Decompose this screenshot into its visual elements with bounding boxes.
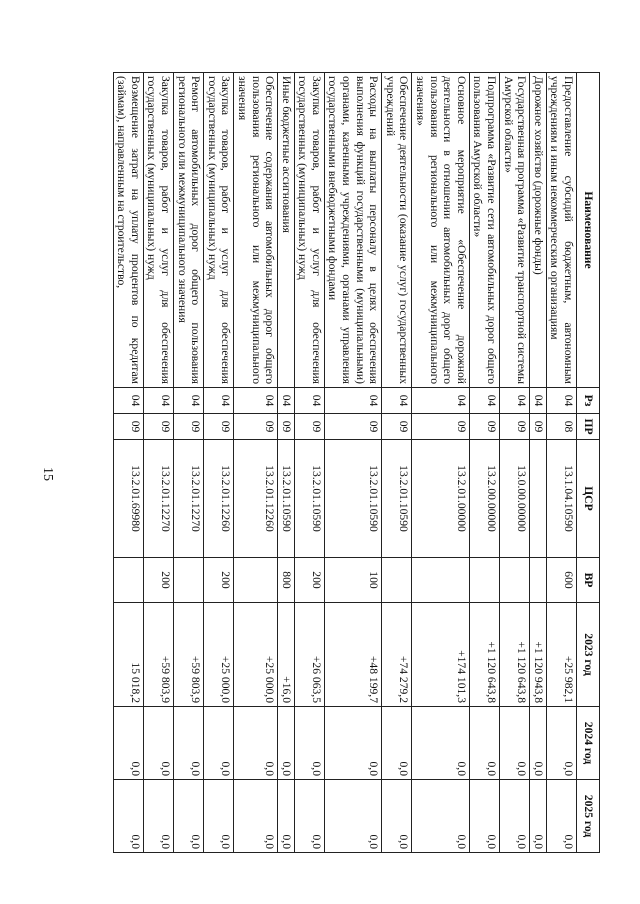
cell-rz: 04 — [143, 388, 173, 414]
cell-csr: 13.2.01.00000 — [412, 440, 469, 558]
cell-pr: 09 — [294, 414, 324, 440]
cell-2024: 0,0 — [530, 707, 547, 780]
cell-rz: 04 — [530, 388, 547, 414]
cell-rz: 04 — [294, 388, 324, 414]
cell-2024: 0,0 — [113, 707, 143, 780]
cell-pr: 09 — [412, 414, 469, 440]
cell-2023: +59 803,9 — [173, 603, 203, 707]
cell-pr: 09 — [204, 414, 234, 440]
cell-name: Государственная программа «Развитие транспортной системы Амурской области» — [500, 73, 530, 388]
rotated-page-content — [108, 72, 600, 852]
cell-2024: 0,0 — [204, 707, 234, 780]
cell-csr: 13.2.01.69980 — [113, 440, 143, 558]
table-row — [278, 73, 295, 853]
budget-table — [113, 72, 600, 853]
cell-name: Расходы на выплаты персоналу в целях обеспечения выполнения функций государственными (муниципальными) органами, казенными учреждениями, органами управления государственными внебюджетными фондами — [324, 73, 381, 388]
cell-2024: 0,0 — [234, 707, 278, 780]
cell-vr: 100 — [324, 558, 381, 603]
cell-pr: 09 — [324, 414, 381, 440]
cell-pr: 08 — [546, 414, 576, 440]
table-row — [204, 73, 234, 853]
cell-vr: 200 — [294, 558, 324, 603]
header-2025: 2025 год — [577, 780, 600, 853]
cell-csr: 13.2.01.10590 — [324, 440, 381, 558]
cell-vr: 600 — [546, 558, 576, 603]
cell-pr: 09 — [500, 414, 530, 440]
cell-2023: +59 803,9 — [143, 603, 173, 707]
cell-name: Возмещение затрат на уплату процентов по кредитам (займам), направленным на строительство, — [113, 73, 143, 388]
cell-2025: 0,0 — [204, 780, 234, 853]
cell-rz: 04 — [324, 388, 381, 414]
cell-name: Основное мероприятие «Обеспечение дорожной деятельности в отношении автомобильных дорог общего пользования регионального или межмуниципального значения» — [412, 73, 469, 388]
cell-2023: +74 279,2 — [382, 603, 412, 707]
table-row — [382, 73, 412, 853]
cell-2023: +48 199,7 — [324, 603, 381, 707]
cell-csr: 13.2.01.12270 — [143, 440, 173, 558]
cell-rz: 04 — [204, 388, 234, 414]
cell-pr: 09 — [530, 414, 547, 440]
cell-2025: 0,0 — [382, 780, 412, 853]
cell-csr: 13.2.01.12260 — [204, 440, 234, 558]
table-row — [113, 73, 143, 853]
table-row — [173, 73, 203, 853]
cell-2025: 0,0 — [500, 780, 530, 853]
cell-rz: 04 — [469, 388, 499, 414]
cell-name: Иные бюджетные ассигнования — [278, 73, 295, 388]
cell-2024: 0,0 — [469, 707, 499, 780]
cell-2025: 0,0 — [173, 780, 203, 853]
cell-csr: 13.2.01.10590 — [382, 440, 412, 558]
cell-2023: +1 120 643,8 — [500, 603, 530, 707]
cell-pr: 09 — [382, 414, 412, 440]
cell-vr — [500, 558, 530, 603]
table-row — [143, 73, 173, 853]
header-2024: 2024 год — [577, 707, 600, 780]
cell-name: Закупка товаров, работ и услуг для обеспечения государственных (муниципальных) нужд — [294, 73, 324, 388]
cell-2024: 0,0 — [278, 707, 295, 780]
cell-2025: 0,0 — [530, 780, 547, 853]
cell-name: Закупка товаров, работ и услуг для обеспечения государственных (муниципальных) нужд — [143, 73, 173, 388]
cell-2023: 15 018,2 — [113, 603, 143, 707]
cell-2025: 0,0 — [278, 780, 295, 853]
table-row — [546, 73, 576, 853]
cell-rz: 04 — [546, 388, 576, 414]
cell-pr: 09 — [173, 414, 203, 440]
cell-vr: 200 — [143, 558, 173, 603]
cell-2023: +1 120 943,8 — [530, 603, 547, 707]
cell-2023: +1 120 643,8 — [469, 603, 499, 707]
cell-2024: 0,0 — [382, 707, 412, 780]
cell-2025: 0,0 — [469, 780, 499, 853]
cell-vr — [234, 558, 278, 603]
cell-2025: 0,0 — [234, 780, 278, 853]
table-header-row — [577, 73, 600, 853]
cell-name: Предоставление субсидий бюджетным, автономным учреждениям и иным некоммерческим организациям — [546, 73, 576, 388]
cell-name: Ремонт автомобильных дорог общего пользования регионального или межмуниципального значения — [173, 73, 203, 388]
header-2023: 2023 год — [577, 603, 600, 707]
table-row — [500, 73, 530, 853]
cell-vr — [173, 558, 203, 603]
cell-vr — [530, 558, 547, 603]
cell-csr: 13.2.01.12260 — [234, 440, 278, 558]
table-row — [412, 73, 469, 853]
cell-csr: 13.1.04.10590 — [546, 440, 576, 558]
table-row — [324, 73, 381, 853]
cell-csr: 13.0.00.00000 — [500, 440, 530, 558]
header-vr: ВР — [577, 558, 600, 603]
cell-rz: 04 — [382, 388, 412, 414]
cell-vr — [469, 558, 499, 603]
cell-vr — [412, 558, 469, 603]
cell-pr: 09 — [278, 414, 295, 440]
cell-rz: 04 — [412, 388, 469, 414]
cell-csr: 13.2.01.10590 — [294, 440, 324, 558]
cell-pr: 09 — [113, 414, 143, 440]
cell-name: Обеспечение деятельности (оказание услуг) государственных учреждений — [382, 73, 412, 388]
cell-2024: 0,0 — [143, 707, 173, 780]
cell-2024: 0,0 — [546, 707, 576, 780]
cell-2024: 0,0 — [500, 707, 530, 780]
page-number: 15 — [40, 467, 55, 481]
cell-2025: 0,0 — [143, 780, 173, 853]
header-name: Наименование — [577, 73, 600, 388]
table-row — [234, 73, 278, 853]
table-row — [469, 73, 499, 853]
cell-vr: 200 — [204, 558, 234, 603]
header-csr: ЦСР — [577, 440, 600, 558]
cell-pr: 09 — [234, 414, 278, 440]
cell-2025: 0,0 — [546, 780, 576, 853]
header-pr: ПР — [577, 414, 600, 440]
cell-rz: 04 — [173, 388, 203, 414]
cell-2023: +25 982,1 — [546, 603, 576, 707]
cell-csr: 13.2.01.12270 — [173, 440, 203, 558]
cell-name: Обеспечение содержания автомобильных дорог общего пользования регионального или межмуниципального значения — [234, 73, 278, 388]
cell-rz: 04 — [113, 388, 143, 414]
cell-csr: 13.2.01.10590 — [278, 440, 295, 558]
cell-2023: +25 000,0 — [204, 603, 234, 707]
cell-name: Подпрограмма «Развитие сети автомобильных дорог общего пользования Амурской области» — [469, 73, 499, 388]
cell-2024: 0,0 — [324, 707, 381, 780]
cell-vr — [382, 558, 412, 603]
cell-2025: 0,0 — [294, 780, 324, 853]
cell-csr: 13.2.00.00000 — [469, 440, 499, 558]
cell-2023: +25 000,0 — [234, 603, 278, 707]
cell-2025: 0,0 — [324, 780, 381, 853]
cell-vr: 800 — [278, 558, 295, 603]
cell-2025: 0,0 — [412, 780, 469, 853]
cell-name: Закупка товаров, работ и услуг для обеспечения государственных (муниципальных) нужд — [204, 73, 234, 388]
cell-2023: +16,0 — [278, 603, 295, 707]
cell-name: Дорожное хозяйство (дорожные фонды) — [530, 73, 547, 388]
table-row — [530, 73, 547, 853]
cell-2024: 0,0 — [173, 707, 203, 780]
cell-2023: +174 101,3 — [412, 603, 469, 707]
table-row — [294, 73, 324, 853]
cell-rz: 04 — [500, 388, 530, 414]
cell-2024: 0,0 — [294, 707, 324, 780]
header-rz: Рз — [577, 388, 600, 414]
cell-rz: 04 — [234, 388, 278, 414]
cell-csr — [530, 440, 547, 558]
cell-pr: 09 — [143, 414, 173, 440]
cell-2025: 0,0 — [113, 780, 143, 853]
cell-rz: 04 — [278, 388, 295, 414]
cell-2023: +26 063,5 — [294, 603, 324, 707]
table-body — [113, 73, 576, 853]
cell-2024: 0,0 — [412, 707, 469, 780]
cell-pr: 09 — [469, 414, 499, 440]
cell-vr — [113, 558, 143, 603]
